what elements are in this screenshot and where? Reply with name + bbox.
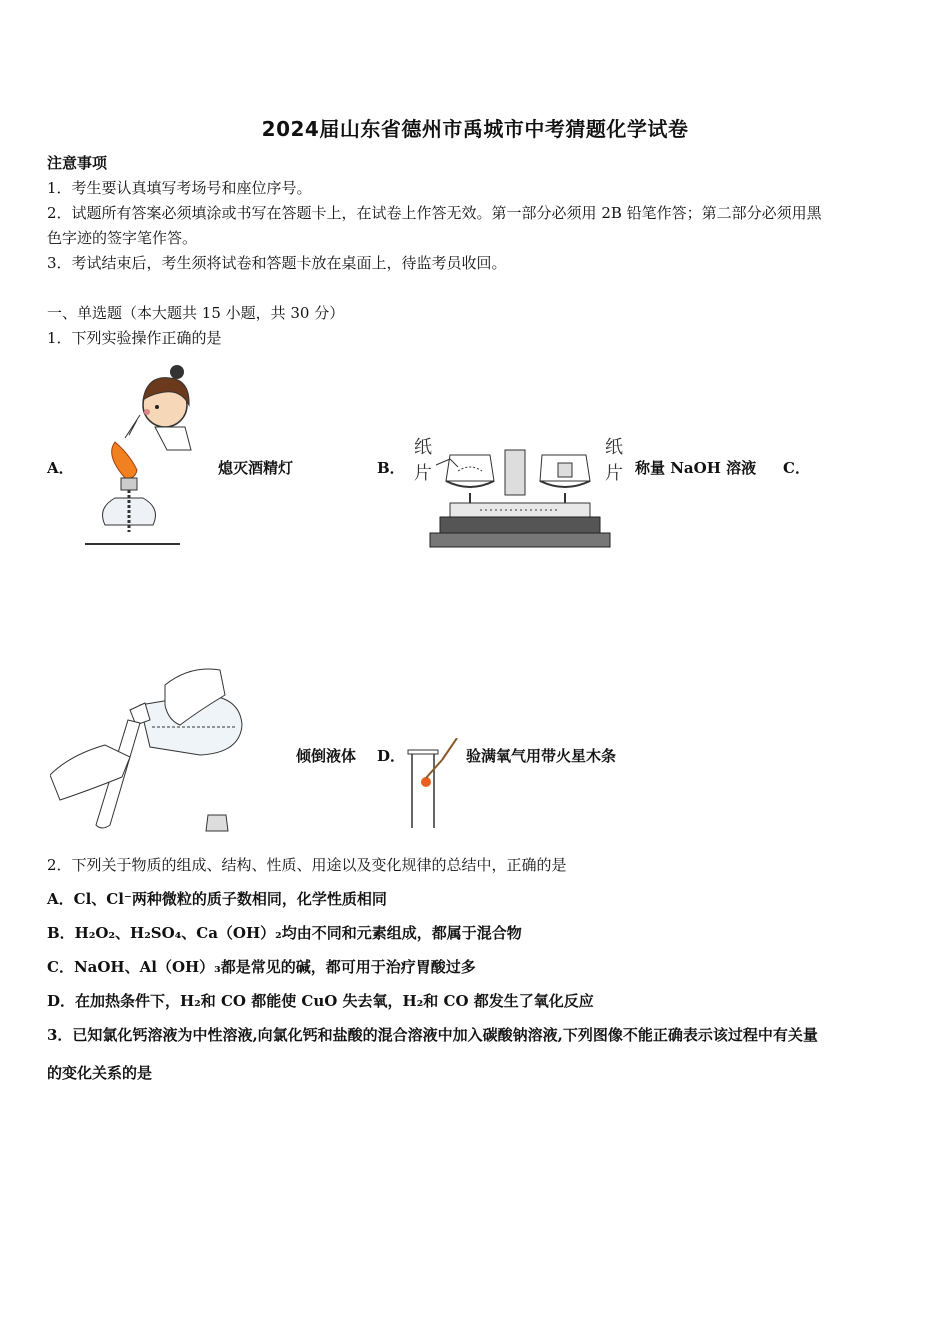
q1-option-b-text: 称量 NaOH 溶液 <box>635 459 757 477</box>
pouring-liquid-figure <box>50 665 250 835</box>
svg-text:片: 片 <box>605 463 623 484</box>
oxygen-test-figure <box>402 738 462 830</box>
question-2-stem: 2．下列关于物质的组成、结构、性质、用途以及变化规律的总结中，正确的是 <box>47 856 567 874</box>
q1-option-c-label: C． <box>783 459 810 477</box>
notice-heading: 注意事项 <box>47 154 108 172</box>
q1-option-c-text: 倾倒液体 <box>296 747 357 765</box>
q1-option-d-label: D． <box>377 747 406 765</box>
question-3-stem-line1: 3．已知氯化钙溶液为中性溶液,向氯化钙和盐酸的混合溶液中加入碳酸钠溶液,下列图像不能正确表示该过程中有关量 <box>47 1026 818 1044</box>
q1-option-a-label: A． <box>47 459 74 477</box>
q2-option-a: A．Cl、Cl⁻两种微粒的质子数相同，化学性质相同 <box>47 890 387 908</box>
notice-item-2: 2．试题所有答案必须填涂或书写在答题卡上，在试卷上作答无效。第一部分必须用 2B 铅笔作答；第二部分必须用黑 <box>47 204 822 222</box>
q2-option-d: D．在加热条件下，H₂和 CO 都能使 CuO 失去氧，H₂和 CO 都发生了氧化反应 <box>47 992 594 1010</box>
question-3-stem-line2: 的变化关系的是 <box>47 1064 153 1082</box>
page-title: 2024届山东省德州市禹城市中考猜题化学试卷 <box>261 117 689 141</box>
section-heading: 一、单选题（本大题共 15 小题，共 30 分） <box>47 304 345 322</box>
paper-label-right: 纸 <box>605 437 623 458</box>
svg-text:片: 片 <box>414 463 432 484</box>
alcohol-lamp-figure <box>85 360 200 550</box>
paper-label-left: 纸 <box>414 437 432 458</box>
balance-figure <box>410 435 630 553</box>
notice-item-1: 1．考生要认真填写考场号和座位序号。 <box>47 179 312 197</box>
notice-item-3: 3．考试结束后，考生须将试卷和答题卡放在桌面上，待监考员收回。 <box>47 254 507 272</box>
q2-option-c: C．NaOH、Al（OH）₃都是常见的碱，都可用于治疗胃酸过多 <box>47 958 476 976</box>
q1-option-d-text: 验满氧气用带火星木条 <box>466 747 617 765</box>
q2-option-b: B．H₂O₂、H₂SO₄、Ca（OH）₂均由不同和元素组成，都属于混合物 <box>47 924 522 942</box>
question-1-stem: 1．下列实验操作正确的是 <box>47 329 222 347</box>
q1-option-a-text: 熄灭酒精灯 <box>218 459 294 477</box>
notice-item-2-cont: 色字迹的签字笔作答。 <box>47 229 198 247</box>
q1-option-b-label: B． <box>377 459 405 477</box>
